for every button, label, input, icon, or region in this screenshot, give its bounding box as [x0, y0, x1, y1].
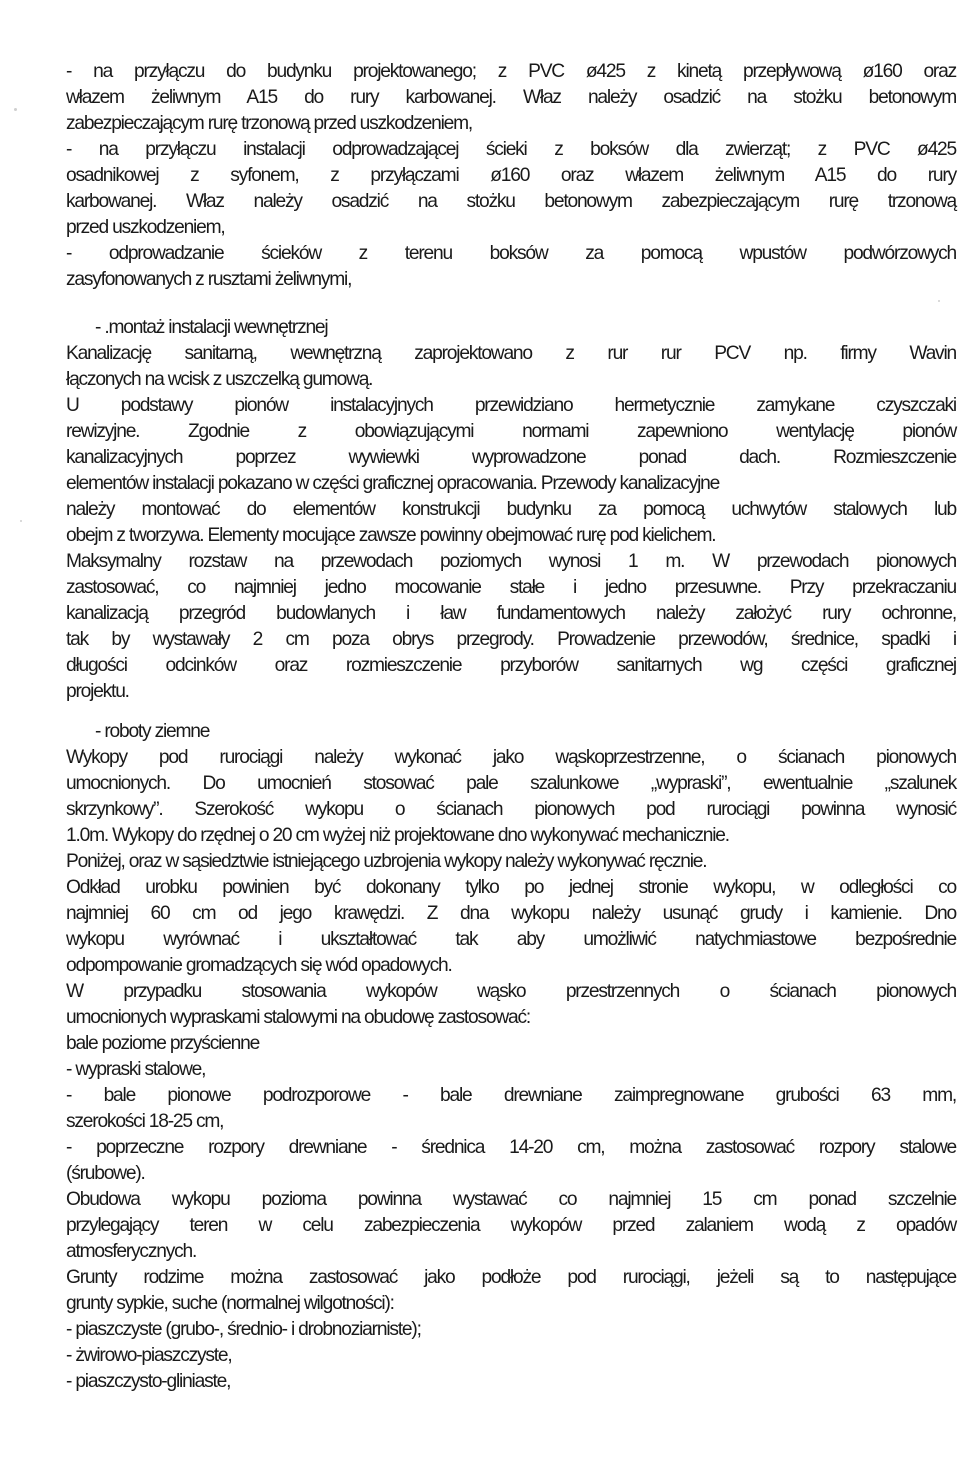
- text-line: należy montować do elementów konstrukcji budynku za pomocą uchwytów stalowych lub: [66, 499, 956, 520]
- text-line: umocnionych. Do umocnień stosować pale szalunkowe „wypraski”, ewentualnie „szalunek: [66, 773, 956, 794]
- text-line: grunty sypkie, suche (normalnej wilgotności):: [66, 1293, 394, 1314]
- section-heading: - .montaż instalacji wewnętrznej: [95, 317, 328, 338]
- scan-speck: [20, 520, 22, 522]
- text-line: projektu.: [66, 681, 129, 702]
- text-line: atmosferycznych.: [66, 1241, 197, 1262]
- text-line: włazem żeliwnym A15 do rury karbowanej. Właz należy osadzić na stożku betonowym: [66, 87, 956, 108]
- text-line: elementów instalacji pokazano w części graficznej opracowania. Przewody kanalizacyjne: [66, 473, 720, 494]
- text-line: Poniżej, oraz w sąsiedztwie istniejącego uzbrojenia wykopy należy wykonywać ręcznie.: [66, 851, 707, 872]
- text-line: - piaszczyste (grubo-, średnio- i drobnoziarniste);: [66, 1319, 421, 1340]
- text-line: bale poziome przyścienne: [66, 1033, 260, 1054]
- text-line: osadnikowej z syfonem, z przyłączami ø160 oraz włazem żeliwnym A15 do rury: [66, 165, 956, 186]
- text-line: - żwirowo-piaszczyste,: [66, 1345, 232, 1366]
- text-line: zabezpieczającym rurę trzonową przed uszkodzeniem,: [66, 113, 473, 134]
- scan-speck: [938, 300, 940, 302]
- section-heading: - roboty ziemne: [95, 721, 210, 742]
- text-line: Obudowa wykopu pozioma powinna wystawać co najmniej 15 cm ponad szczelnie: [66, 1189, 956, 1210]
- text-line: Kanalizację sanitarną, wewnętrzną zaprojektowano z rur rur PCV np. firmy Wavin: [66, 343, 956, 364]
- text-line: - bale pionowe podrozporowe - bale drewniane zaimpregnowane grubości 63 mm,: [66, 1085, 956, 1106]
- text-line: odpompowanie gromadzących się wód opadowych.: [66, 955, 452, 976]
- scan-speck: [14, 108, 17, 111]
- text-line: skrzynkowy”. Szerokość wykopu o ścianach pionowych pod rurociągi powinna wynosić: [66, 799, 956, 820]
- text-line: zastosować, co najmniej jedno mocowanie stałe i jedno przesuwne. Przy przekraczaniu: [66, 577, 956, 598]
- text-line: Grunty rodzime można zastosować jako podłoże pod rurociągi, jeżeli są to następujące: [66, 1267, 956, 1288]
- text-line: U podstawy pionów instalacyjnych przewidziano hermetycznie zamykane czyszczaki: [66, 395, 956, 416]
- text-line: karbowanej. Właz należy osadzić na stożku betonowym zabezpieczającym rurę trzonową: [66, 191, 956, 212]
- text-line: najmniej 60 cm od jego krawędzi. Z dna wykopu należy usunąć grudy i kamienie. Dno: [66, 903, 956, 924]
- text-line: Maksymalny rozstaw na przewodach poziomych wynosi 1 m. W przewodach pionowych: [66, 551, 956, 572]
- text-line: - odprowadzanie ścieków z terenu boksów za pomocą wpustów podwórzowych: [66, 243, 956, 264]
- text-line: przed uszkodzeniem,: [66, 217, 225, 238]
- text-line: Wykopy pod rurociągi należy wykonać jako wąskoprzestrzenne, o ścianach pionowych: [66, 747, 956, 768]
- text-line: W przypadku stosowania wykopów wąsko przestrzennych o ścianach pionowych: [66, 981, 956, 1002]
- text-line: - na przyłączu do budynku projektowanego; z PVC ø425 z kinetą przepływową ø160 oraz: [66, 61, 956, 82]
- text-line: kanalizacyjnych poprzez wywiewki wyprowadzone ponad dach. Rozmieszczenie: [66, 447, 956, 468]
- text-line: 1.0m. Wykopy do rzędnej o 20 cm wyżej niż projektowane dno wykonywać mechanicznie.: [66, 825, 729, 846]
- text-line: długości odcinków oraz rozmieszczenie przyborów sanitarnych wg części graficznej: [66, 655, 956, 676]
- text-line: łączonych na wcisk z uszczelką gumową.: [66, 369, 373, 390]
- text-line: - piaszczysto-gliniaste,: [66, 1371, 231, 1392]
- text-line: wykopu wyrównać i ukształtować tak aby umożliwić natychmiastowe bezpośrednie: [66, 929, 956, 950]
- text-line: - wypraski stalowe,: [66, 1059, 206, 1080]
- text-line: obejm z tworzywa. Elementy mocujące zawsze powinny obejmować rurę pod kielichem.: [66, 525, 716, 546]
- text-line: - na przyłączu instalacji odprowadzającej ścieki z boksów dla zwierząt; z PVC ø425: [66, 139, 956, 160]
- text-line: (śrubowe).: [66, 1163, 145, 1184]
- text-line: szerokości 18-25 cm,: [66, 1111, 224, 1132]
- text-line: kanalizacją przegród budowlanych i ław fundamentowych należy założyć rury ochronne,: [66, 603, 956, 624]
- text-line: przylegający teren w celu zabezpieczenia wykopów przed zalaniem wodą z opadów: [66, 1215, 956, 1236]
- text-line: zasyfonowanych z rusztami żeliwnymi,: [66, 269, 352, 290]
- text-line: tak by wystawały 2 cm poza obrys przegrody. Prowadzenie przewodów, średnice, spadki i: [66, 629, 956, 650]
- text-line: umocnionych wypraskami stalowymi na obudowę zastosować:: [66, 1007, 531, 1028]
- text-line: rewizyjne. Zgodnie z obowiązującymi normami zapewniono wentylację pionów: [66, 421, 956, 442]
- text-line: Odkład urobku powinien być dokonany tylko po jednej stronie wykopu, w odległości co: [66, 877, 956, 898]
- text-line: - poprzeczne rozpory drewniane - średnica 14-20 cm, można zastosować rozpory stalowe: [66, 1137, 956, 1158]
